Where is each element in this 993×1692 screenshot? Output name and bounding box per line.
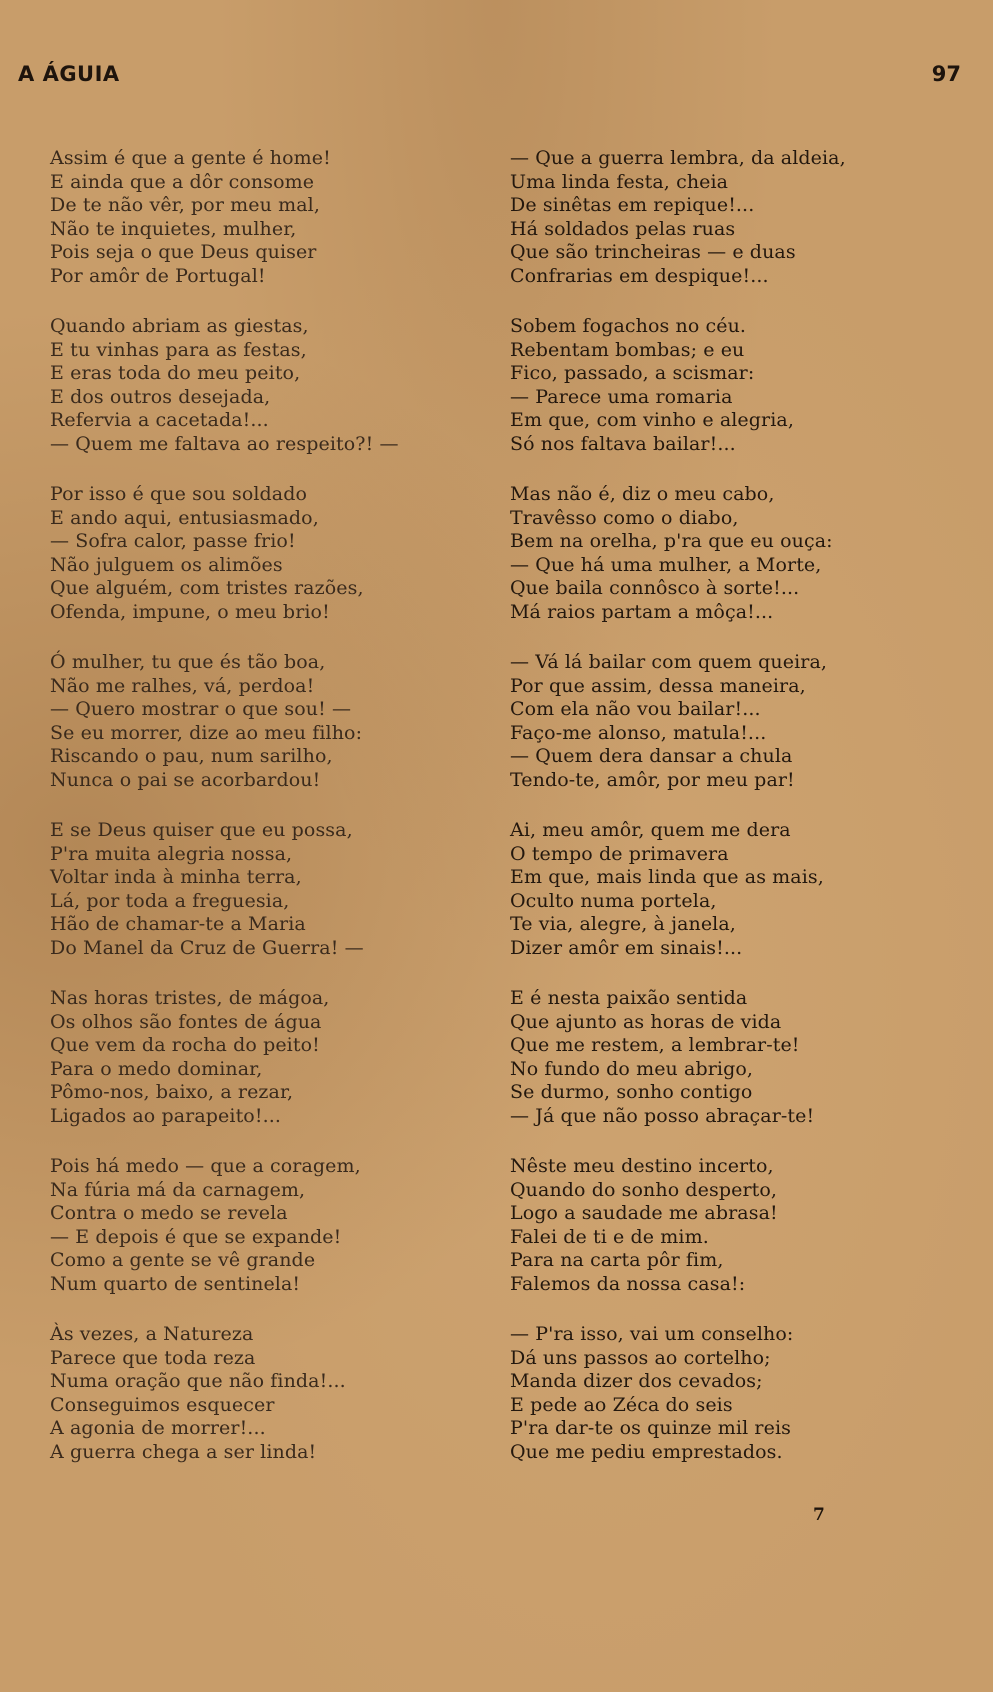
verse-line: Hão de chamar-te a Maria — [50, 913, 306, 935]
verse-line: Riscando o pau, num sarilho, — [50, 745, 333, 767]
verse-line: Por que assim, dessa maneira, — [510, 674, 806, 697]
verse-line: A agonia de morrer!... — [50, 1417, 266, 1439]
verse-line: Ofenda, impune, o meu brio! — [50, 600, 330, 623]
stanza — [510, 1155, 930, 1323]
verse-line: Quando do sonho desperto, — [510, 1178, 778, 1201]
verse-line: Uma linda festa, cheia — [510, 170, 729, 193]
verse-line: Falemos da nossa casa!: — [510, 1272, 746, 1295]
verse-line: — Quero mostrar o que sou! — — [50, 698, 352, 720]
signature-mark: 7 — [813, 1505, 825, 1525]
stanza — [50, 651, 470, 819]
stanza — [510, 315, 930, 483]
verse-line: E se Deus quiser que eu possa, — [50, 819, 353, 841]
stanza — [510, 819, 930, 987]
verse-line: Às vezes, a Natureza — [50, 1323, 254, 1345]
stanza — [50, 987, 470, 1155]
verse-line: Em que, mais linda que as mais, — [510, 866, 824, 888]
verse-line: Que me pediu emprestados. — [510, 1440, 783, 1463]
verse-line: Do Manel da Cruz de Guerra! — — [50, 936, 364, 959]
verse-line: Oculto numa portela, — [510, 889, 717, 912]
verse-line: Quando abriam as giestas, — [50, 315, 309, 337]
verse-line: Que me restem, a lembrar-te! — [510, 1034, 800, 1056]
verse-line: Ligados ao parapeito!... — [50, 1104, 281, 1127]
verse-line: Refervia a cacetada!... — [50, 409, 269, 431]
stanza — [50, 483, 470, 651]
verse-line: E ando aqui, entusiasmado, — [50, 506, 319, 529]
stanza — [50, 1323, 470, 1491]
verse-line: Logo a saudade me abrasa! — [510, 1202, 778, 1224]
verse-line: Os olhos são fontes de água — [50, 1010, 322, 1033]
verse-line: Voltar inda à minha terra, — [50, 866, 302, 888]
verse-line: Nunca o pai se acorbardou! — [50, 768, 321, 791]
verse-line: Dá uns passos ao cortelho; — [510, 1346, 771, 1369]
verse-line: Mas não é, diz o meu cabo, — [510, 483, 775, 505]
verse-line: Não te inquietes, mulher, — [50, 217, 297, 240]
verse-line: Que são trincheiras — e duas — [510, 241, 796, 263]
verse-line: Que baila connôsco à sorte!... — [510, 577, 800, 599]
verse-line: Por amôr de Portugal! — [50, 264, 266, 287]
verse-line: Na fúria má da carnagem, — [50, 1178, 306, 1201]
verse-line: Parece que toda reza — [50, 1346, 256, 1369]
verse-line: De sinêtas em repique!... — [510, 194, 755, 216]
verse-line: Sobem fogachos no céu. — [510, 315, 747, 337]
verse-line: — Já que não posso abraçar-te! — [510, 1104, 815, 1127]
verse-line: Ó mulher, tu que és tão boa, — [50, 651, 326, 673]
verse-line: Lá, por toda a freguesia, — [50, 889, 290, 912]
page-number: 97 — [931, 62, 961, 86]
verse-line: Pômo-nos, baixo, a rezar, — [50, 1081, 294, 1103]
verse-line: Má raios partam a môça!... — [510, 600, 774, 623]
verse-line: Confrarias em despique!... — [510, 264, 769, 287]
stanza — [510, 651, 930, 819]
verse-line: Pois há medo — que a coragem, — [50, 1155, 361, 1177]
verse-line: P'ra muita alegria nossa, — [50, 842, 293, 865]
verse-line: Que alguém, com tristes razões, — [50, 577, 364, 599]
verse-line: Por isso é que sou soldado — [50, 483, 308, 505]
verse-line: — Parece uma romaria — [510, 385, 733, 408]
verse-line: — Quem dera dansar a chula — [510, 745, 793, 767]
verse-line: Fico, passado, a scismar: — [510, 362, 755, 384]
page-header — [18, 62, 961, 92]
verse-line: Não julguem os alimões — [50, 553, 283, 576]
verse-line: E dos outros desejada, — [50, 385, 271, 408]
verse-line: Que vem da rocha do peito! — [50, 1034, 320, 1056]
running-title: A ÁGUIA — [18, 62, 120, 86]
verse-line: Pois seja o que Deus quiser — [50, 241, 317, 263]
verse-line: Como a gente se vê grande — [50, 1249, 316, 1271]
verse-line: — Que há uma mulher, a Morte, — [510, 553, 822, 576]
stanza — [510, 987, 930, 1155]
verse-line: No fundo do meu abrigo, — [510, 1057, 754, 1080]
verse-line: Ai, meu amôr, quem me dera — [510, 819, 791, 841]
verse-line: Há soldados pelas ruas — [510, 217, 736, 240]
stanza — [510, 147, 930, 315]
verse-line: E pede ao Zéca do seis — [510, 1393, 733, 1416]
verse-line: Para o medo dominar, — [50, 1057, 263, 1080]
verse-line: E ainda que a dôr consome — [50, 170, 315, 193]
verse-line: Rebentam bombas; e eu — [510, 338, 745, 361]
verse-line: — P'ra isso, vai um conselho: — [510, 1323, 794, 1345]
verse-line: — Que a guerra lembra, da aldeia, — [510, 147, 846, 169]
verse-line: Não me ralhes, vá, perdoa! — [50, 674, 315, 697]
verse-line: E tu vinhas para as festas, — [50, 338, 307, 361]
verse-line: Manda dizer dos cevados; — [510, 1370, 763, 1392]
verse-line: P'ra dar-te os quinze mil reis — [510, 1417, 791, 1439]
verse-line: A guerra chega a ser linda! — [50, 1440, 317, 1463]
verse-line: Faço-me alonso, matula!... — [510, 721, 767, 744]
verse-line: Bem na orelha, p'ra que eu ouça: — [510, 530, 833, 552]
right-poem-column — [510, 147, 930, 1491]
verse-line: — Quem me faltava ao respeito?! — — [50, 432, 399, 455]
verse-line: Conseguimos esquecer — [50, 1393, 275, 1416]
verse-line: E eras toda do meu peito, — [50, 362, 301, 384]
stanza — [50, 147, 470, 315]
verse-line: O tempo de primavera — [510, 842, 729, 865]
verse-line: Te via, alegre, à janela, — [510, 913, 736, 935]
verse-line: Se eu morrer, dize ao meu filho: — [50, 721, 363, 744]
verse-line: — Vá lá bailar com quem queira, — [510, 651, 828, 673]
stanza — [510, 1323, 930, 1491]
verse-line: — Sofra calor, passe frio! — [50, 530, 296, 552]
verse-line: Nas horas tristes, de mágoa, — [50, 987, 330, 1009]
verse-line: De te não vêr, por meu mal, — [50, 194, 320, 216]
verse-line: Em que, com vinho e alegria, — [510, 409, 794, 431]
stanza — [50, 1155, 470, 1323]
verse-line: Só nos faltava bailar!... — [510, 432, 736, 455]
stanza — [510, 483, 930, 651]
verse-line: Contra o medo se revela — [50, 1202, 288, 1224]
verse-line: Num quarto de sentinela! — [50, 1272, 301, 1295]
stanza — [50, 819, 470, 987]
verse-line: Travêsso como o diabo, — [510, 506, 739, 529]
verse-line: Falei de ti e de mim. — [510, 1225, 709, 1248]
verse-line: Com ela não vou bailar!... — [510, 698, 761, 720]
verse-line: Se durmo, sonho contigo — [510, 1081, 753, 1103]
verse-line: Tendo-te, amôr, por meu par! — [510, 768, 795, 791]
verse-line: — E depois é que se expande! — [50, 1225, 342, 1248]
left-poem-column — [50, 147, 470, 1491]
verse-line: Numa oração que não finda!... — [50, 1370, 346, 1392]
verse-line: Que ajunto as horas de vida — [510, 1010, 782, 1033]
verse-line: E é nesta paixão sentida — [510, 987, 748, 1009]
verse-line: Dizer amôr em sinais!... — [510, 936, 743, 959]
verse-line: Nêste meu destino incerto, — [510, 1155, 774, 1177]
stanza — [50, 315, 470, 483]
verse-line: Assim é que a gente é home! — [50, 147, 331, 169]
verse-line: Para na carta pôr fim, — [510, 1249, 724, 1271]
